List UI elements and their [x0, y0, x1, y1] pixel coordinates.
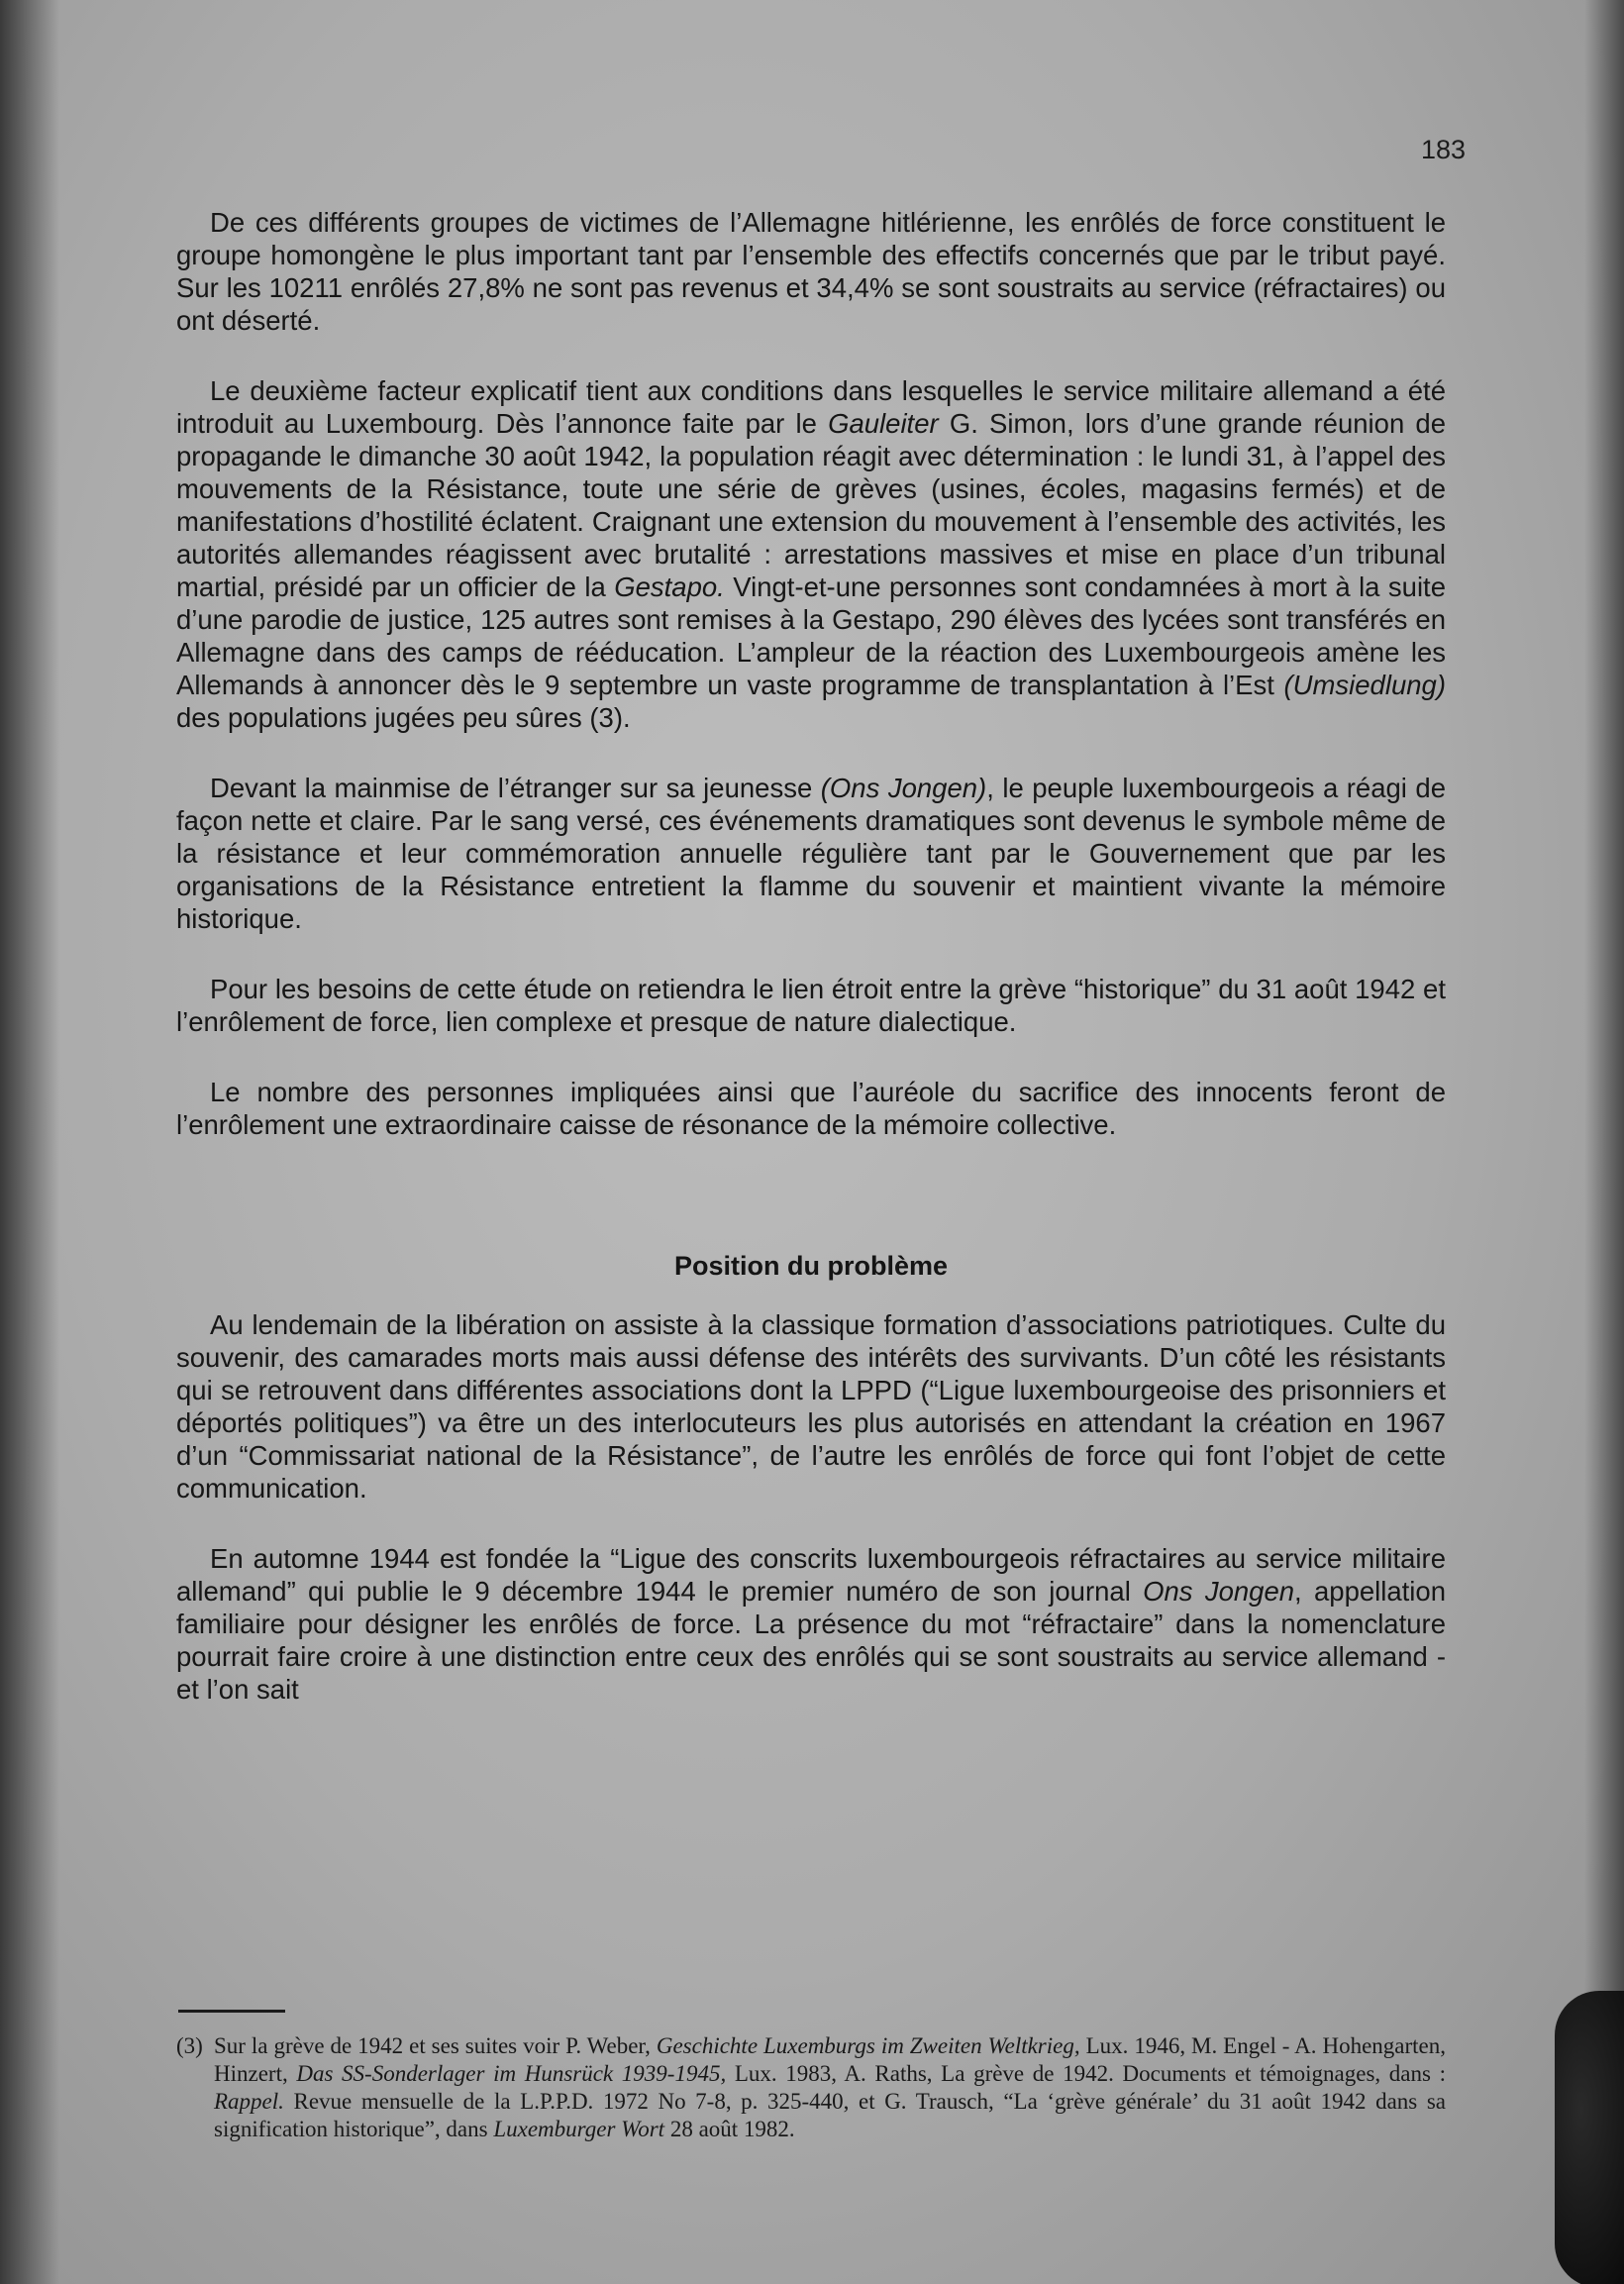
italic-text: (Ons Jongen)	[820, 773, 987, 803]
text-run: Lux. 1946, M. Engel - A. Hohengarten, Hinzert,	[214, 2033, 1446, 2086]
footnote-divider	[178, 2010, 285, 2013]
text-run: des populations jugées peu sûres (3).	[176, 702, 631, 733]
italic-text: Gauleiter	[828, 408, 939, 439]
edge-shadow	[1584, 0, 1624, 2284]
gutter-shadow	[0, 0, 59, 2284]
body-text	[176, 206, 1446, 1743]
text-run: Vingt-et-une personnes sont condamnées à mort à la suite d’une parodie de justice, 125 autres sont remises à la Gestapo, 290 élèves des lycées sont transférés en Allemagne dans des camps de rééducation. L’ampleur de la réaction des Luxembourgeois amène les Allemands à annoncer dès le 9 septembre un vaste programme de transplantation à l’Est	[176, 571, 1446, 700]
paragraph	[176, 772, 1446, 935]
text-run: Devant la mainmise de l’étranger sur sa jeunesse	[210, 773, 821, 803]
text-run: , appellation familiaire pour désigner les enrôlés de force. La présence du mot “réfractaire” dans la nomenclature pourrait faire croire à une distinction entre ceux des enrôlés qui se sont soustraits au service allemand - et l’on sait	[176, 1576, 1447, 1705]
main-paragraphs	[176, 206, 1446, 1141]
text-run: 28 août 1982.	[664, 2117, 795, 2141]
paragraph	[176, 206, 1446, 337]
italic-text: Rappel.	[214, 2089, 284, 2114]
italic-text: Luxemburger Wort	[493, 2117, 665, 2141]
text-run: De ces différents groupes de victimes de l’Allemagne hitlérienne, les enrôlés de force constituent le groupe homongène le plus important tant par l’ensemble des effectifs concernés que par le tribut payé. Sur les 10211 enrôlés 27,8% ne sont pas revenus et 34,4% se sont soustraits au service (réfractaires) ou ont déserté.	[176, 207, 1446, 336]
footnote-text	[214, 2032, 1446, 2143]
italic-text: Gestapo.	[614, 571, 725, 602]
italic-text: Das SS-Sonderlager im Hunsrück 1939-1945,	[296, 2061, 727, 2086]
text-run: Sur la grève de 1942 et ses suites voir P. Weber,	[214, 2033, 657, 2058]
footnote-number: (3)	[176, 2033, 203, 2058]
text-run: Le nombre des personnes impliquées ainsi que l’auréole du sacrifice des innocents feront de l’enrôlement une extraordinaire caisse de résonance de la mémoire collective.	[176, 1077, 1446, 1140]
paragraph	[176, 1076, 1446, 1141]
text-run: En automne 1944 est fondée la “Ligue des conscrits luxembourgeois réfractaires au service militaire allemand” qui publie le 9 décembre 1944 le premier numéro de son journal	[176, 1543, 1446, 1607]
section-paragraphs	[176, 1308, 1446, 1706]
text-run: Lux. 1983, A. Raths, La grève de 1942. Documents et témoignages, dans :	[726, 2061, 1446, 2086]
text-run: , le peuple luxembourgeois a réagi de façon nette et claire. Par le sang versé, ces événements dramatiques sont devenus le symbole même de la résistance et leur commémoration annuelle régulière tant par le Gouvernement que par les organisations de la Résistance entretient la flamme du souvenir et maintient vivante la mémoire historique.	[176, 773, 1446, 934]
italic-text: (Umsiedlung)	[1283, 670, 1446, 700]
text-run: Le deuxième facteur explicatif tient aux conditions dans lesquelles le service militaire allemand a été introduit au Luxembourg. Dès l’annonce faite par le	[176, 375, 1446, 439]
section-heading: Position du problème	[673, 1251, 948, 1281]
text-run: Revue mensuelle de la L.P.P.D. 1972 No 7-8, p. 325-440, et G. Trausch, “La ‘grève générale’ du 31 août 1942 dans sa signification historique”, dans	[214, 2089, 1446, 2141]
footnote	[176, 2032, 1446, 2143]
italic-text: Ons Jongen	[1143, 1576, 1295, 1607]
text-run: Au lendemain de la libération on assiste à la classique formation d’associations patriotiques. Culte du souvenir, des camarades morts mais aussi défense des intérêts des survivants. D’un côté les résistants qui se retrouvent dans différentes associations dont la LPPD (“Ligue luxembourgeoise des prisonniers et déportés politiques”) va être un des interlocuteurs les plus autorisés en attendant la création en 1967 d’un “Commissariat national de la Résistance”, de l’autre les enrôlés de force qui font l’objet de cette communication.	[176, 1309, 1446, 1504]
thumb-shadow	[1555, 1991, 1624, 2284]
paragraph	[176, 1542, 1446, 1706]
paragraph	[176, 374, 1446, 734]
text-run: Pour les besoins de cette étude on retiendra le lien étroit entre la grève “historique” du 31 août 1942 et l’enrôlement de force, lien complexe et presque de nature dialectique.	[176, 974, 1446, 1037]
paragraph	[176, 973, 1446, 1038]
paragraph	[176, 1308, 1446, 1505]
page-number: 183	[1420, 135, 1466, 164]
italic-text: Geschichte Luxemburgs im Zweiten Weltkrieg,	[656, 2033, 1080, 2058]
text-run: G. Simon, lors d’une grande réunion de propagande le dimanche 30 août 1942, la population réagit avec détermination : le lundi 31, à l’appel des mouvements de la Résistance, toute une série de grèves (usines, écoles, magasins fermés) et de manifestations d’hostilité éclatent. Craignant une extension du mouvement à l’ensemble des activités, les autorités allemandes réagissent avec brutalité : arrestations massives et mise en place d’un tribunal martial, présidé par un officier de la	[176, 408, 1447, 602]
